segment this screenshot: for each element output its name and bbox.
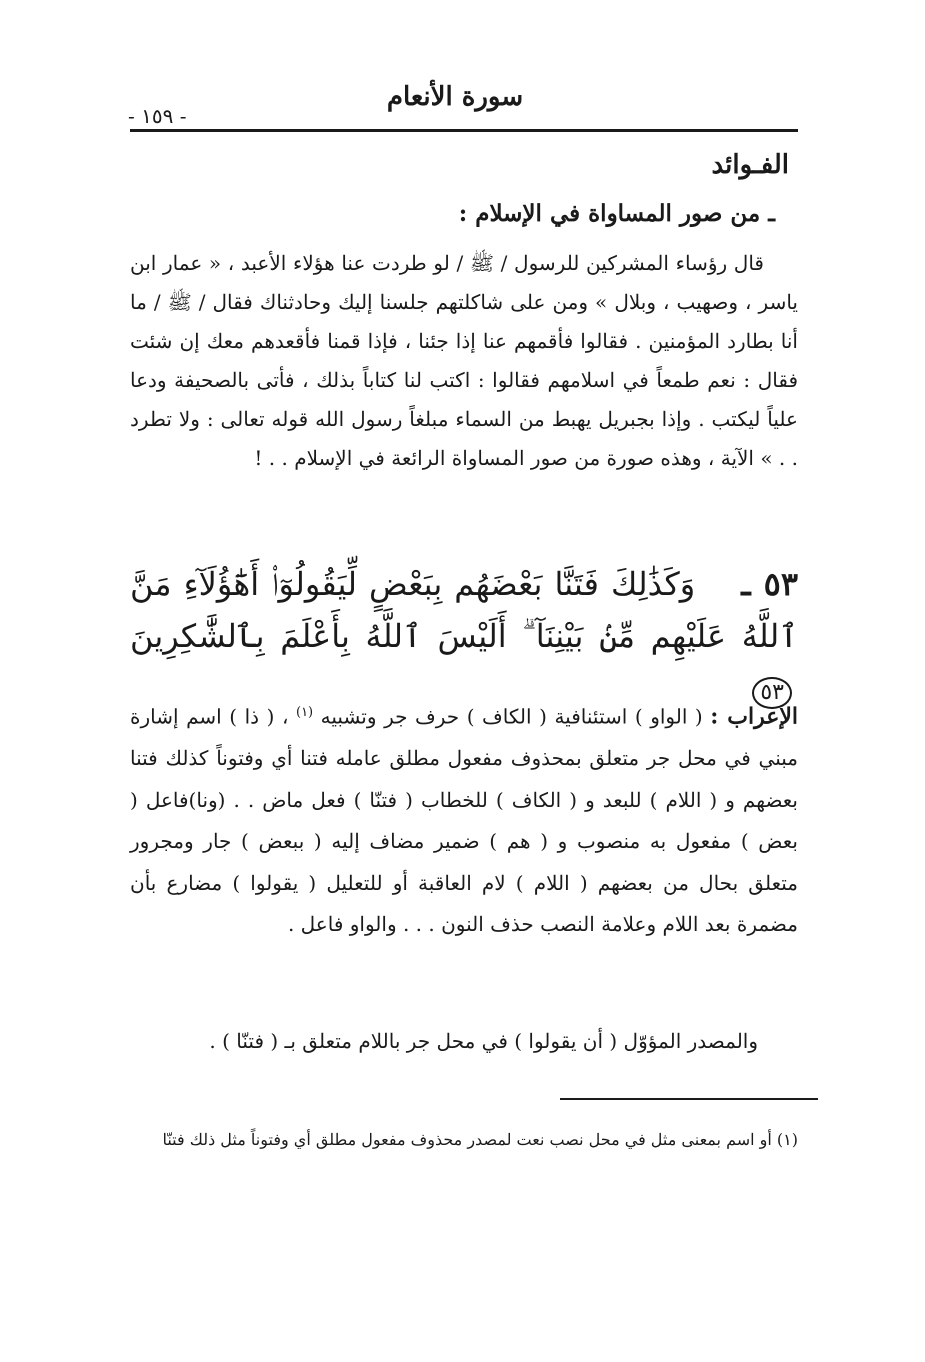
page-header-title: سورة الأنعام <box>386 82 524 112</box>
verse-text: وَكَذَٰلِكَ فَتَنَّا بَعْضَهُم بِبَعْضٍ لِّيَقُولُوٓا۟ أَهَٰٓؤُلَآءِ مَنَّ ٱللَّهُ عَلَيْهِم مِّنۢ بَيْنِنَآ ۗ أَلَيْسَ ٱللَّهُ بِأَعْلَمَ بِٱلشَّٰكِرِينَ <box>130 565 798 655</box>
header-divider <box>130 129 798 132</box>
masdar-paragraph <box>130 1022 798 1060</box>
irab-text-before: ( الواو ) استئنافية ( الكاف ) حرف جر وتشبيه <box>320 704 703 729</box>
page-number: - ١٥٩ - <box>128 104 187 128</box>
story-paragraph <box>130 244 798 478</box>
story-text: قال رؤساء المشركين للرسول / ﷺ / لو طردت عنا هؤلاء الأعبد ، « عمار ابن ياسر ، وصهيب ، وبلال » ومن على شاكلتهم جلسنا إليك وحادثناك فقال / ﷺ / ما أنا بطارد المؤمنين . فقالوا فأقمهم عنا إذا جئنا ، فإذا قمنا فأقعدهم معك إن شئت فقال : نعم طمعاً في اسلامهم فقالوا : اكتب لنا كتاباً بذلك ، فأتى بالصحيفة ودعا علياً ليكتب . وإذا بجبريل يهبط من السماء مبلغاً رسول الله قوله تعالى : ولا تطرد . . » الآية ، وهذه صورة من صور المساواة الرائعة في الإسلام . . ! <box>130 251 798 470</box>
quran-verse <box>130 558 798 714</box>
verse-number: ٥٣ ـ <box>741 565 799 603</box>
irab-label: الإعراب : <box>710 703 798 730</box>
footnote-divider <box>560 1098 818 1100</box>
irab-paragraph <box>130 692 798 946</box>
masdar-text: والمصدر المؤوّل ( أن يقولوا ) في محل جر باللام متعلق بـ ( فتنّا ) . <box>209 1029 758 1053</box>
section-subheading: ـ من صور المساواة في الإسلام : <box>458 200 775 227</box>
footnote: (١) أو اسم بمعنى مثل في محل نصب نعت لمصدر محذوف مفعول مطلق أي وفتوناً مثل ذلك فتنّا <box>162 1130 798 1149</box>
section-heading: الفـوائد <box>711 150 789 180</box>
ayah-end-marker: ٥٣ <box>752 677 792 709</box>
irab-text-after: ، ( ذا ) اسم إشارة مبني في محل جر متعلق بمحذوف مفعول مطلق عامله فتنا أي وفتوناً كذلك فتنا بعضهم و ( اللام ) للبعد و ( الكاف ) للخطاب ( فتنّا ) فعل ماض . . (ونا)فاعل ( بعض ) مفعول به منصوب و ( هم ) ضمير مضاف إليه ( ببعض ) جار ومجرور متعلق بحال من بعضهم ( اللام ) لام العاقبة أو للتعليل ( يقولوا ) مضارع بأن مضمرة بعد اللام وعلامة النصب حذف النون . . . والواو فاعل . <box>130 704 798 937</box>
footnote-reference[interactable]: (١) <box>295 705 314 720</box>
